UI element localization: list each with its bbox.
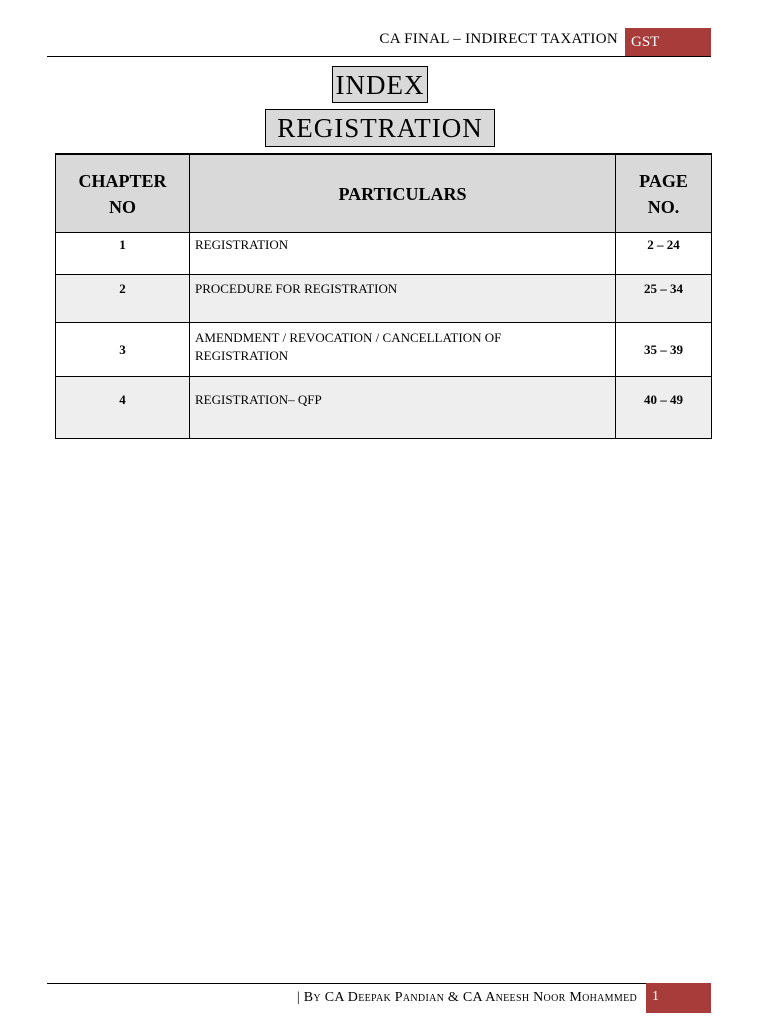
running-header-title: CA FINAL – INDIRECT TAXATION: [379, 31, 618, 47]
chapter-number: 2: [56, 275, 190, 323]
header-divider: [47, 56, 711, 57]
table-row: [56, 275, 712, 323]
particulars-column-header: PARTICULARS: [190, 154, 616, 233]
chapter-title: REGISTRATION– QFP: [190, 377, 616, 439]
table-row: [56, 377, 712, 439]
page-range: 40 – 49: [616, 377, 712, 439]
chapter-title: [190, 323, 616, 377]
running-header-tab: GST: [625, 28, 711, 56]
index-title: INDEX: [332, 66, 428, 103]
footer-divider: [47, 983, 646, 984]
table-header-row: [56, 154, 712, 233]
page-header-line1: PAGE: [639, 170, 688, 191]
chapter-column-header: [56, 154, 190, 233]
chapter-number: 4: [56, 377, 190, 439]
chapter-number: 1: [56, 233, 190, 275]
chapter-title: REGISTRATION: [190, 233, 616, 275]
page-range: 25 – 34: [616, 275, 712, 323]
chapter-title-line2: REGISTRATION: [195, 348, 289, 363]
table-row: [56, 323, 712, 377]
page-number: 1: [646, 983, 711, 1013]
contents-table: [55, 153, 712, 439]
page-range: 2 – 24: [616, 233, 712, 275]
section-title: REGISTRATION: [265, 109, 495, 147]
page-column-header: [616, 154, 712, 233]
page-header-line2: NO.: [647, 196, 680, 217]
page-range: 35 – 39: [616, 323, 712, 377]
table-row: [56, 233, 712, 275]
chapter-header-line1: CHAPTER: [78, 170, 167, 191]
chapter-number: 3: [56, 323, 190, 377]
chapter-title-line1: AMENDMENT / REVOCATION / CANCELLATION OF: [195, 330, 502, 345]
footer-credit: | By CA Deepak Pandian & CA Aneesh Noor Mohammed: [296, 990, 637, 1005]
chapter-header-line2: NO: [109, 196, 136, 217]
chapter-title: PROCEDURE FOR REGISTRATION: [190, 275, 616, 323]
